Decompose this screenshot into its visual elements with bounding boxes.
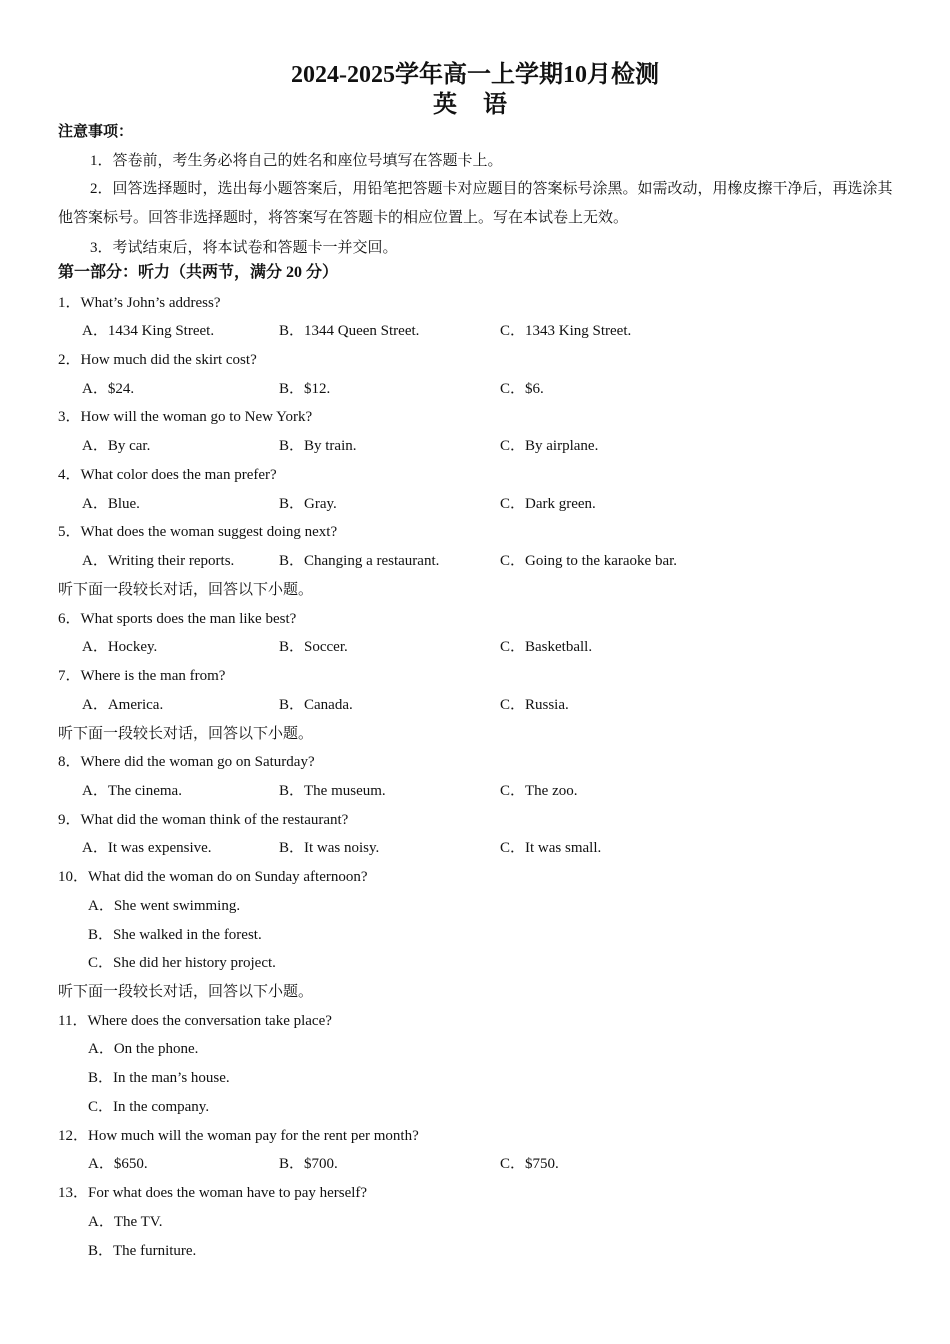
q5-option-c: C．Going to the karaoke bar.: [500, 553, 678, 569]
q11-option-b: B．In the man’s house.: [88, 1070, 230, 1086]
exam-title: 2024-2025学年高一上学期10月检测: [291, 62, 659, 88]
q10-option-b: B．She walked in the forest.: [88, 927, 262, 943]
q2-option-b: B．$12.: [279, 381, 331, 397]
q12-option-a: A．$650.: [88, 1156, 148, 1172]
q8-option-c: C．The zoo.: [500, 783, 578, 799]
q6-option-a: A．Hockey.: [82, 639, 158, 655]
q4-option-a: A．Blue.: [82, 496, 140, 512]
question-8: 8．Where did the woman go on Saturday?: [58, 754, 315, 770]
notes-item-2: 2．回答选择题时，选出每小题答案后，用铅笔把答题卡对应题目的答案标号涂黑。如需改动，用橡皮擦干净后，再选涂其他答案标号。回答非选择题时，将答案写在答题卡的相应位置上。写在本试卷上无效。: [58, 181, 893, 226]
question-6: 6．What sports does the man like best?: [58, 611, 297, 627]
q2-option-a: A．$24.: [82, 381, 135, 397]
question-1: 1．What’s John’s address?: [58, 295, 221, 311]
q9-option-a: A．It was expensive.: [82, 840, 212, 856]
instruction-3: 听下面一段较长对话，回答以下小题。: [58, 984, 314, 1000]
q4-option-c: C．Dark green.: [500, 496, 596, 512]
q6-option-c: C．Basketball.: [500, 639, 593, 655]
subject-title: 英 语: [433, 92, 517, 118]
q3-option-a: A．By car.: [82, 438, 151, 454]
question-7: 7．Where is the man from?: [58, 668, 226, 684]
q12-option-c: C．$750.: [500, 1156, 559, 1172]
q9-option-b: B．It was noisy.: [279, 840, 380, 856]
section-heading: 第一部分：听力（共两节，满分 20 分）: [58, 264, 339, 281]
q11-option-c: C．In the company.: [88, 1099, 210, 1115]
notes-heading: 注意事项：: [58, 124, 134, 140]
question-9: 9．What did the woman think of the restaurant?: [58, 812, 349, 828]
q13-option-a: A．The TV.: [88, 1214, 163, 1230]
q4-option-b: B．Gray.: [279, 496, 337, 512]
q8-option-a: A．The cinema.: [82, 783, 182, 799]
question-12: 12．How much will the woman pay for the rent per month?: [58, 1128, 419, 1144]
q3-option-c: C．By airplane.: [500, 438, 599, 454]
q7-option-b: B．Canada.: [279, 697, 353, 713]
question-4: 4．What color does the man prefer?: [58, 467, 277, 483]
q5-option-b: B．Changing a restaurant.: [279, 553, 440, 569]
q5-option-a: A．Writing their reports.: [82, 553, 235, 569]
instruction-1: 听下面一段较长对话，回答以下小题。: [58, 582, 314, 598]
question-2: 2．How much did the skirt cost?: [58, 352, 257, 368]
q10-option-c: C．She did her history project.: [88, 955, 276, 971]
question-5: 5．What does the woman suggest doing next?: [58, 524, 338, 540]
q10-option-a: A．She went swimming.: [88, 898, 241, 914]
q8-option-b: B．The museum.: [279, 783, 386, 799]
q9-option-c: C．It was small.: [500, 840, 602, 856]
q1-option-b: B．1344 Queen Street.: [279, 323, 420, 339]
q1-option-a: A．1434 King Street.: [82, 323, 215, 339]
q7-option-c: C．Russia.: [500, 697, 569, 713]
instruction-2: 听下面一段较长对话，回答以下小题。: [58, 726, 314, 742]
q11-option-a: A．On the phone.: [88, 1041, 199, 1057]
q7-option-a: A．America.: [82, 697, 164, 713]
notes-item-1: 1．答卷前，考生务必将自己的姓名和座位号填写在答题卡上。: [90, 153, 503, 169]
question-3: 3．How will the woman go to New York?: [58, 409, 313, 425]
question-10: 10．What did the woman do on Sunday afternoon?: [58, 869, 368, 885]
q2-option-c: C．$6.: [500, 381, 544, 397]
notes-item-3: 3．考试结束后，将本试卷和答题卡一并交回。: [90, 240, 398, 256]
q12-option-b: B．$700.: [279, 1156, 338, 1172]
q3-option-b: B．By train.: [279, 438, 357, 454]
question-11: 11．Where does the conversation take place?: [58, 1013, 332, 1029]
question-13: 13．For what does the woman have to pay herself?: [58, 1185, 368, 1201]
q6-option-b: B．Soccer.: [279, 639, 348, 655]
q1-option-c: C．1343 King Street.: [500, 323, 632, 339]
q13-option-b: B．The furniture.: [88, 1243, 197, 1259]
